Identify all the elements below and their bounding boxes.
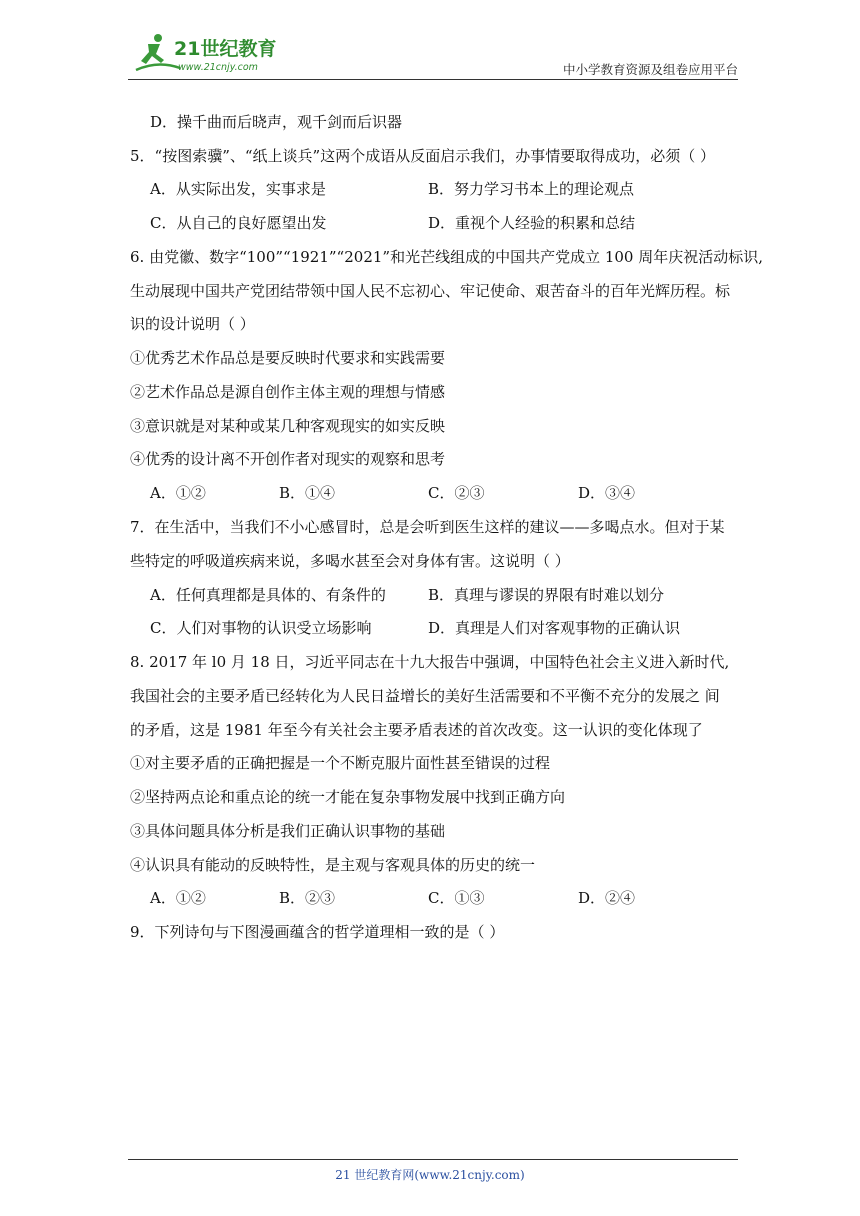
q6-stem-3: 识的设计说明（ ） [130,315,255,333]
q8-stem-3: 的矛盾，这是 1981 年至今有关社会主要矛盾表述的首次改变。这一认识的变化体现了 [130,721,703,739]
q6-stem-2: 生动展现中国共产党团结带领中国人民不忘初心、牢记使命、艰苦奋斗的百年光辉历程。标 [130,282,731,300]
q8-statement-1: ①对主要矛盾的正确把握是一个不断克服片面性甚至错误的过程 [130,754,551,772]
q6-statement-1: ①优秀艺术作品总是要反映时代要求和实践需要 [130,349,446,367]
header-divider [128,79,738,80]
q7-option-d: D．真理是人们对客观事物的正确认识 [428,619,681,637]
footer-link[interactable]: 21 世纪教育网(www.21cnjy.com) [335,1168,525,1182]
platform-title: 中小学教育资源及组卷应用平台 [562,62,738,77]
q8-option-a: A．①② [150,889,206,907]
q8-statement-2: ②坚持两点论和重点论的统一才能在复杂事物发展中找到正确方向 [130,788,566,806]
q6-option-d: D．③④ [578,484,636,502]
q6-statement-2: ②艺术作品总是源自创作主体主观的理想与情感 [130,383,446,401]
q5-option-b: B．努力学习书本上的理论观点 [428,180,635,198]
q5-stem: 5．“按图索骥”、“纸上谈兵”这两个成语从反面启示我们，办事情要取得成功，必须（ ） [130,147,715,165]
logo-url-text: www.21cnjy.com [178,62,258,73]
q6-option-b: B．①④ [279,484,336,502]
q7-stem-2: 些特定的呼吸道疾病来说，多喝水甚至会对身体有害。这说明（ ） [130,552,570,570]
page-header [128,30,738,80]
logo-21cnjy-icon [128,30,298,76]
q7-option-c: C．人们对事物的认识受立场影响 [150,619,372,637]
q5-option-d: D．重视个人经验的积累和总结 [428,214,636,232]
q6-stem-1: 6. 由党徽、数字“100”“1921”“2021”和光芒线组成的中国共产党成立 100 周年庆祝活动标识, [130,248,764,266]
q6-option-c: C．②③ [428,484,485,502]
q8-statement-4: ④认识具有能动的反映特性，是主观与客观具体的历史的统一 [130,856,536,874]
q9-stem: 9．下列诗句与下图漫画蕴含的哲学道理相一致的是（ ） [130,923,505,941]
q5-option-c: C．从自己的良好愿望出发 [150,214,327,232]
q8-statement-3: ③具体问题具体分析是我们正确认识事物的基础 [130,822,446,840]
q6-statement-3: ③意识就是对某种或某几种客观现实的如实反映 [130,417,446,435]
q5-option-a: A．从实际出发，实事求是 [150,180,326,198]
q8-option-c: C．①③ [428,889,485,907]
q7-stem-1: 7．在生活中，当我们不小心感冒时，总是会听到医生这样的建议——多喝点水。但对于某 [130,518,725,536]
footer-divider [128,1159,738,1160]
q4-option-d: D．操千曲而后晓声，观千剑而后识器 [150,113,403,131]
q8-option-b: B．②③ [279,889,336,907]
q8-option-d: D．②④ [578,889,636,907]
q6-statement-4: ④优秀的设计离不开创作者对现实的观察和思考 [130,450,446,468]
q7-option-a: A．任何真理都是具体的、有条件的 [150,586,386,604]
q6-option-a: A．①② [150,484,206,502]
q8-stem-2: 我国社会的主要矛盾已经转化为人民日益增长的美好生活需要和不平衡不充分的发展之 间 [130,687,720,705]
logo-main-text: 21世纪教育 [174,38,277,60]
q7-option-b: B．真理与谬误的界限有时难以划分 [428,586,665,604]
q8-stem-1: 8. 2017 年 l0 月 18 日，习近平同志在十九大报告中强调，中国特色社会主义进入新时代, [130,653,730,671]
